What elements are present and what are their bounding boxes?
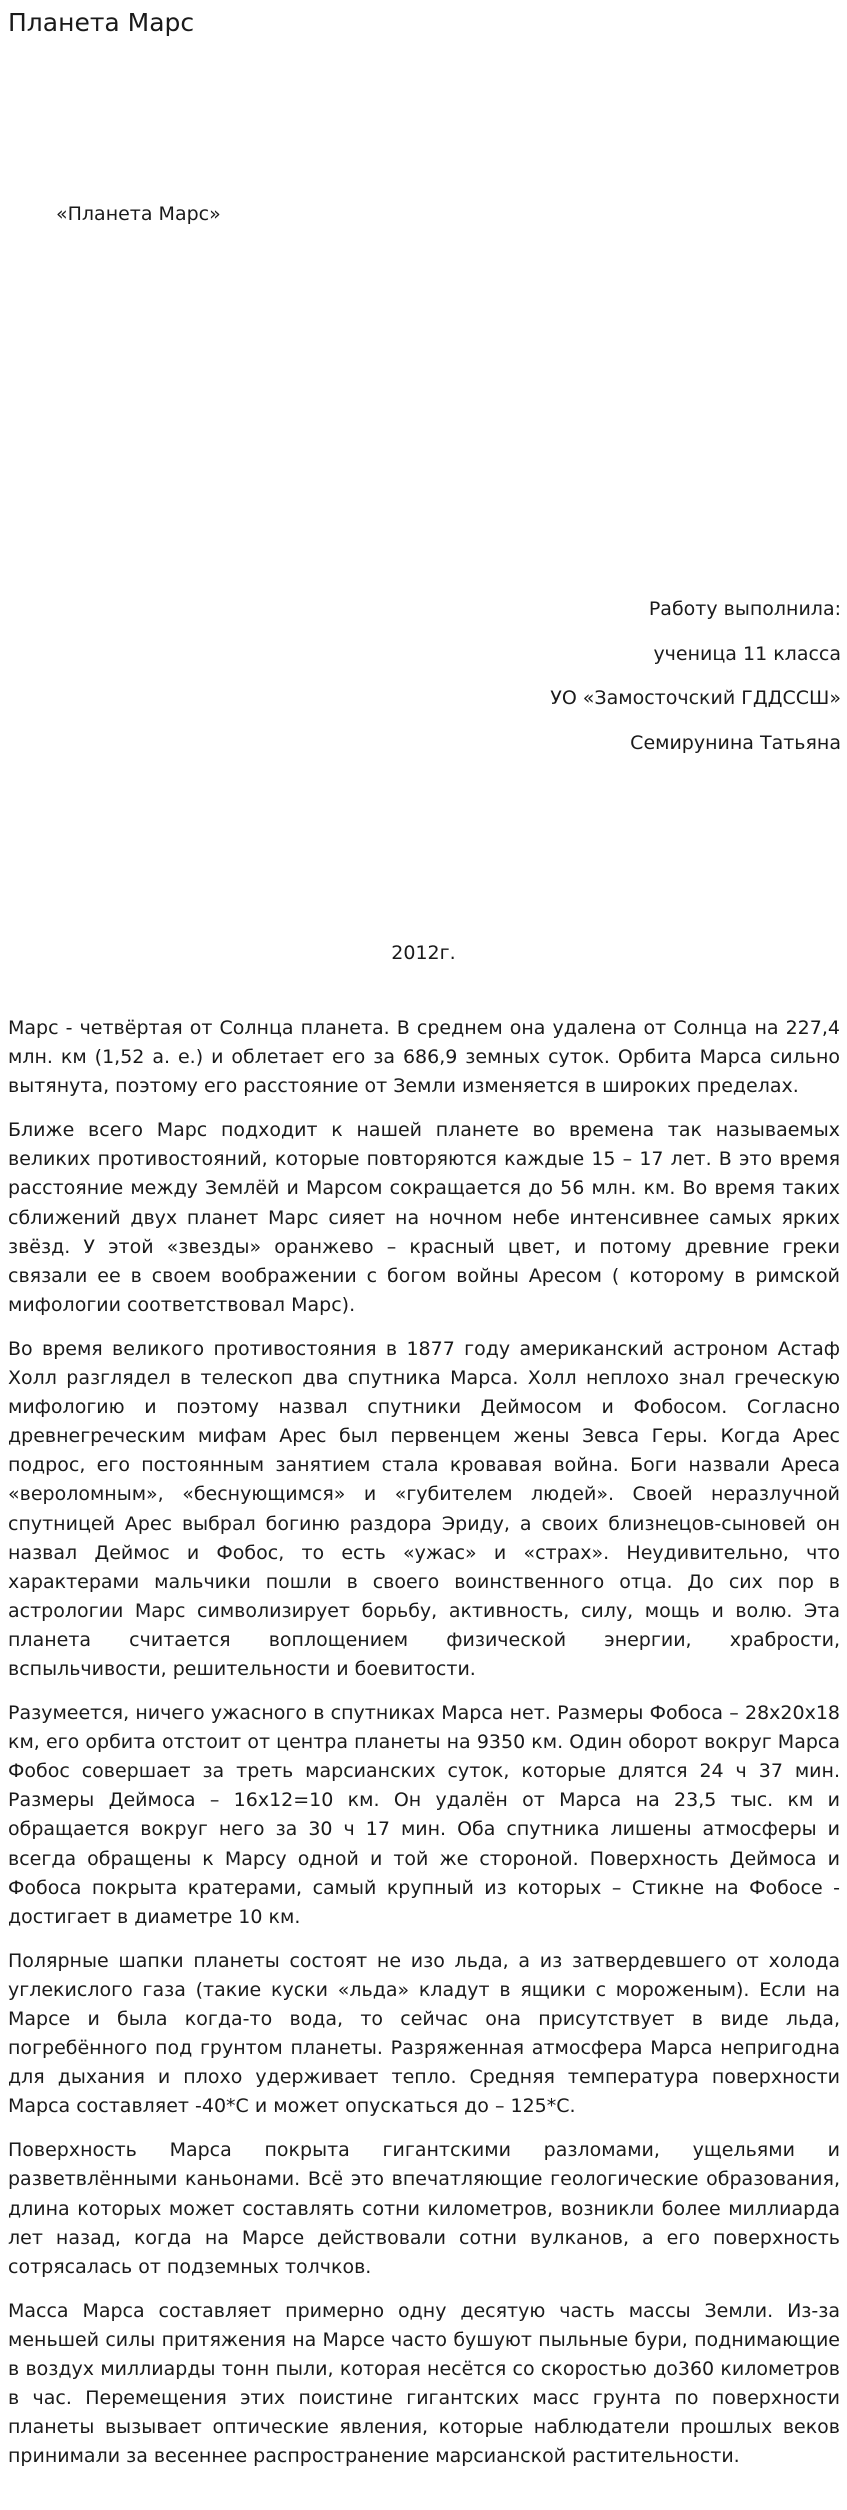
author-line-role: Работу выполнила: <box>648 598 841 620</box>
paragraph: Марс - четвёртая от Солнца планета. В среднем она удалена от Солнца на 227,4 млн. км (1,52 а. е.) и облетает его за 686,9 земных суток. Орбита Марса сильно вытянута, поэтому его расстояние от Земли изменяется в широких пределах. <box>8 1017 840 1098</box>
author-line-class: ученица 11 класса <box>653 642 841 665</box>
author-line-school: УО «Замосточский ГДДССШ» <box>550 687 841 710</box>
paragraph: Ближе всего Марс подходит к нашей планете во времена так называемых великих противостояний, которые повторяются каждые 15 – 17 лет. В это время расстояние между Землёй и Марсом сокращается до 56 млн. км. Во время таких сближений двух планет Марс сияет на ночном небе интенсивнее самых ярких звёзд. У этой «звезды» оранжево – красный цвет, и потому древние греки связали ее в своем воображении с богом войны Аресом ( которому в римской мифологии соответствовал Марс). <box>8 1119 840 1316</box>
paragraph: Полярные шапки планеты состоят не изо льда, а из затвердевшего от холода углекислого газа (такие куски «льда» кладут в ящики с мороженым). Если на Марсе и была когда-то вода, то сейчас она присутствует в виде льда, погребённого под грунтом планеты. Разряженная атмосфера Марса непригодна для дыхания и плохо удерживает тепло. Средняя температура поверхности Марса составляет -40*С и может опускаться до – 125*С. <box>8 1949 840 2118</box>
paragraph: Разумеется, ничего ужасного в спутниках Марса нет. Размеры Фобоса – 28х20х18 км, его орбита отстоит от центра планеты на 9350 км. Один оборот вокруг Марса Фобос совершает за треть марсианских суток, которые длятся 24 ч 37 мин. Размеры Деймоса – 16х12=10 км. Он удалён от Марса на 23,5 тыс. км и обращается вокруг него за 30 ч 17 мин. Оба спутника лишены атмосферы и всегда обращены к Марсу одной и той же стороной. Поверхность Деймоса и Фобоса покрыта кратерами, самый крупный из которых – Стикне на Фобосе - достигает в диаметре 10 км. <box>8 1702 840 1928</box>
document-subject: «Планета Марс» <box>56 203 221 225</box>
author-block <box>550 587 841 766</box>
document-year: 2012г. <box>391 942 456 964</box>
paragraph: Масса Марса составляет примерно одну десятую часть массы Земли. Из-за меньшей силы притяжения на Марсе часто бушуют пыльные бури, поднимающие в воздух миллиарды тонн пыли, которая несётся со скоростью до360 километров в час. Перемещения этих поистине гигантских масс грунта по поверхности планеты вызывает оптические явления, которые наблюдатели прошлых веков принимали за весеннее распространение марсианской растительности. <box>8 2299 840 2468</box>
article-body <box>8 1014 840 2486</box>
paragraph: Во время великого противостояния в 1877 году американский астроном Астаф Холл разглядел в телескоп два спутника Марса. Холл неплохо знал греческую мифологию и поэтому назвал спутники Деймосом и Фобосом. Согласно древнегреческим мифам Арес был первенцем жены Зевса Геры. Когда Арес подрос, его постоянным занятием стала кровавая война. Боги назвали Ареса «вероломным», «беснующимся» и «губителем людей». Своей неразлучной спутницей Арес выбрал богиню раздора Эриду, а своих близнецов-сыновей он назвал Деймос и Фобос, то есть «ужас» и «страх». Неудивительно, что характерами мальчики пошли в своего воинственного отца. До сих пор в астрологии Марс символизирует борьбу, активность, силу, мощь и волю. Эта планета считается воплощением физической энергии, храбрости, вспыльчивости, решительности и боевитости. <box>8 1337 840 1680</box>
author-line-name: Семирунина Татьяна <box>630 732 841 755</box>
page-title: Планета Марс <box>8 8 195 37</box>
paragraph: Поверхность Марса покрыта гигантскими разломами, ущельями и разветвлёнными каньонами. Всё это впечатляющие геологические образования, длина которых может составлять сотни километров, возникли более миллиарда лет назад, когда на Марсе действовали сотни вулканов, а его поверхность сотрясалась от подземных толчков. <box>8 2139 840 2278</box>
